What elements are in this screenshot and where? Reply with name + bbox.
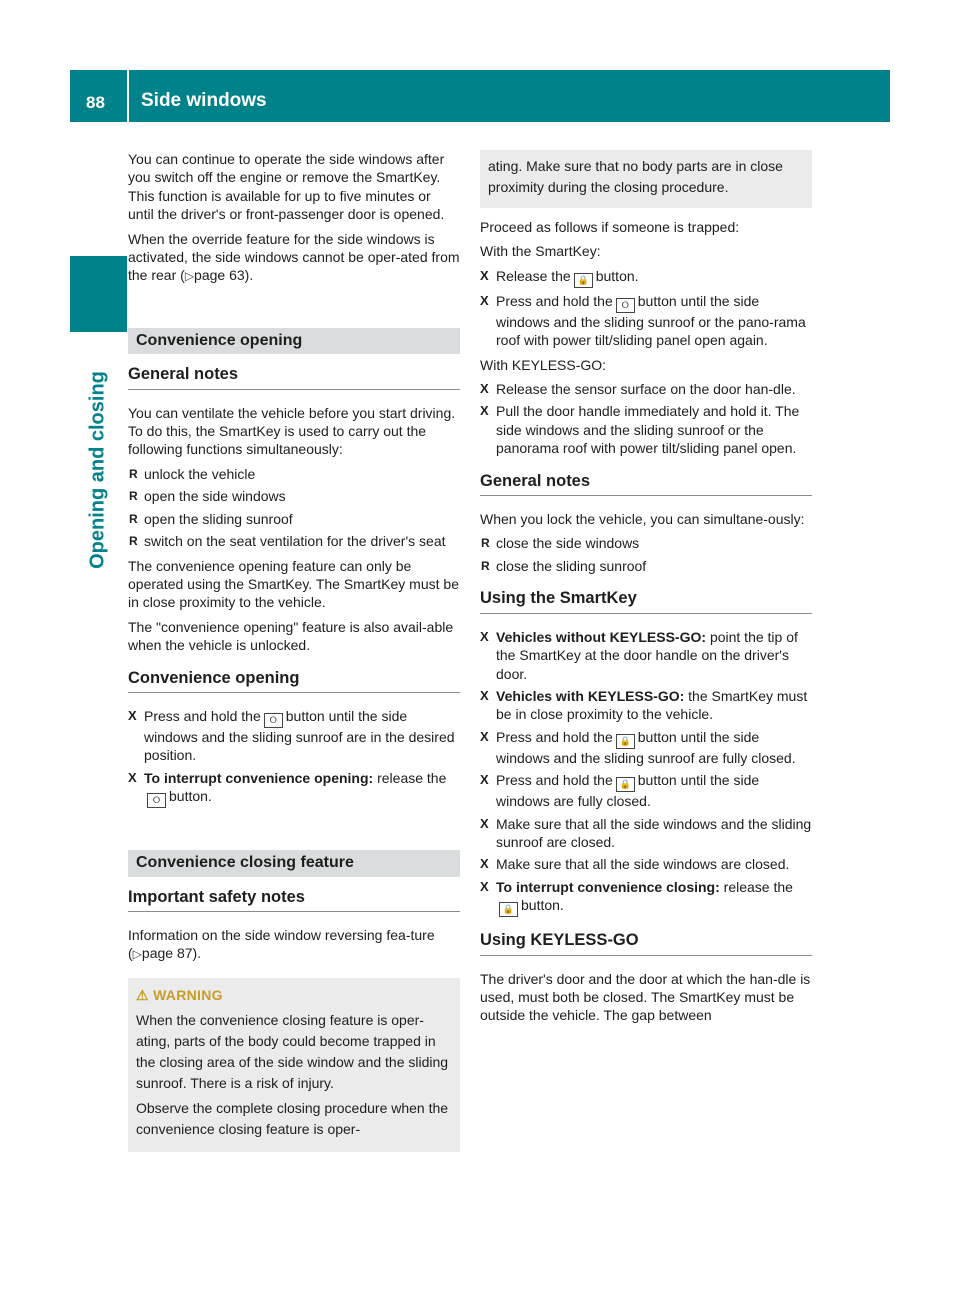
step-item: X Press and hold the 🔒 button until the side windows and the sliding sunroof are fully closed. — [480, 728, 812, 767]
override-paragraph: When the override feature for the side windows is activated, the side windows cannot be oper-ated from the rear (▷page 63). — [128, 230, 460, 284]
list-item: R open the sliding sunroof — [128, 510, 460, 528]
trapped-intro: Proceed as follows if someone is trapped: — [480, 219, 740, 235]
opening-steps — [128, 707, 460, 808]
step-item: X Press and hold the ⭘ button until the side windows and the sliding sunroof are in the desired position. — [128, 707, 460, 765]
list-item: R unlock the vehicle — [128, 465, 460, 483]
keyless-trapped-steps — [480, 380, 812, 458]
side-tab — [70, 256, 127, 332]
section-convenience-opening: Convenience opening — [128, 328, 460, 354]
lock-icon: 🔒 — [499, 902, 518, 917]
heading-safety-notes: Important safety notes — [128, 888, 460, 912]
lock-icon: 🔒 — [616, 734, 635, 749]
triangle-right-icon: ▷ — [132, 947, 142, 962]
step-item: X To interrupt convenience opening: release the⭘ button. — [128, 769, 460, 808]
unlock-icon: ⭘ — [147, 793, 166, 808]
intro-paragraph: You can continue to operate the side windows after you switch off the engine or remove the SmartKey. This function is available for up to five minutes or until the driver's or front-passenger door is opened. — [128, 151, 445, 223]
heading-using-keyless-go: Using KEYLESS-GO — [480, 931, 812, 955]
left-column — [128, 150, 460, 1152]
step-item: X Pull the door handle immediately and hold it. The side windows and the sliding sunroof or the panorama roof with power tilt/sliding panel open. — [480, 402, 812, 457]
keyless-text: The driver's door and the door at which the han-dle is used, must both be closed. The SmartKey must be outside the vehicle. The gap between — [480, 970, 811, 1024]
lock-icon: 🔒 — [574, 273, 593, 288]
list-item: R close the side windows — [480, 534, 812, 552]
page-number: 88 — [86, 93, 105, 112]
heading-general-notes-closing: General notes — [480, 472, 812, 496]
smartkey-trapped-steps — [480, 267, 812, 350]
warning-text: Observe the complete closing procedure when the convenience closing feature is oper- — [136, 1100, 449, 1138]
warning-text: When the convenience closing feature is oper-ating, parts of the body could become trapped in the closing area of the side window and the sliding sunroof. There is a risk of injury. — [136, 1012, 449, 1092]
unlock-icon: ⭘ — [264, 713, 283, 728]
close-list — [480, 534, 812, 575]
safety-text: Information on the side window reversing fea-ture (▷page 87). — [128, 926, 435, 962]
step-item: X To interrupt convenience closing: release the🔒 button. — [480, 878, 812, 917]
step-item: X Vehicles without KEYLESS-GO: point the tip of the SmartKey at the door handle on the driver's door. — [480, 628, 812, 683]
triangle-right-icon: ▷ — [184, 269, 195, 284]
functions-list — [128, 465, 460, 551]
smartkey-closing-steps — [480, 628, 812, 917]
step-item: X Vehicles with KEYLESS-GO: the SmartKey must be in close proximity to the vehicle. — [480, 687, 812, 724]
step-item: X Release the 🔒 button. — [480, 267, 812, 288]
header-divider — [127, 70, 129, 122]
unlock-icon: ⭘ — [616, 298, 635, 313]
step-item: X Release the sensor surface on the door han-dle. — [480, 380, 812, 398]
list-item: R switch on the seat ventilation for the driver's seat — [128, 532, 460, 550]
with-keyless-label: With KEYLESS-GO: — [480, 356, 607, 373]
lock-icon: 🔒 — [616, 777, 635, 792]
page-title: Side windows — [141, 90, 267, 111]
warning-continuation: ating. Make sure that no body parts are in close proximity during the closing procedure. — [480, 150, 812, 208]
warning-title: ⚠ WARNING — [136, 986, 223, 1003]
step-item: X Press and hold the ⭘ button until the side windows and the sliding sunroof or the pano-rama roof with power tilt/sliding panel open again. — [480, 292, 812, 350]
unlocked-note: The "convenience opening" feature is also avail-able when the vehicle is unlocked. — [128, 618, 454, 654]
general-notes-closing-text: When you lock the vehicle, you can simultane-ously: — [480, 511, 805, 528]
heading-using-smartkey: Using the SmartKey — [480, 589, 812, 613]
heading-general-notes: General notes — [128, 365, 460, 389]
chapter-label: Opening and closing — [86, 371, 109, 569]
heading-convenience-opening: Convenience opening — [128, 669, 460, 693]
step-item: X Make sure that all the side windows and the sliding sunroof are closed. — [480, 815, 812, 852]
section-convenience-closing: Convenience closing feature — [128, 850, 460, 876]
warning-triangle-icon: ⚠ — [136, 986, 149, 1003]
step-item: X Make sure that all the side windows are closed. — [480, 855, 812, 873]
smartkey-note: The convenience opening feature can only be operated using the SmartKey. The SmartKey must be in close proximity to the vehicle. — [128, 557, 459, 611]
with-smartkey-label: With the SmartKey: — [480, 243, 601, 260]
list-item: R close the sliding sunroof — [480, 557, 812, 575]
step-item: X Press and hold the 🔒 button until the side windows are fully closed. — [480, 771, 812, 810]
right-column — [480, 150, 812, 1031]
list-item: R open the side windows — [128, 487, 460, 505]
general-notes-text: You can ventilate the vehicle before you start driving. To do this, the SmartKey is used to carry out the following functions simultaneously: — [128, 404, 456, 458]
warning-box — [128, 978, 460, 1152]
